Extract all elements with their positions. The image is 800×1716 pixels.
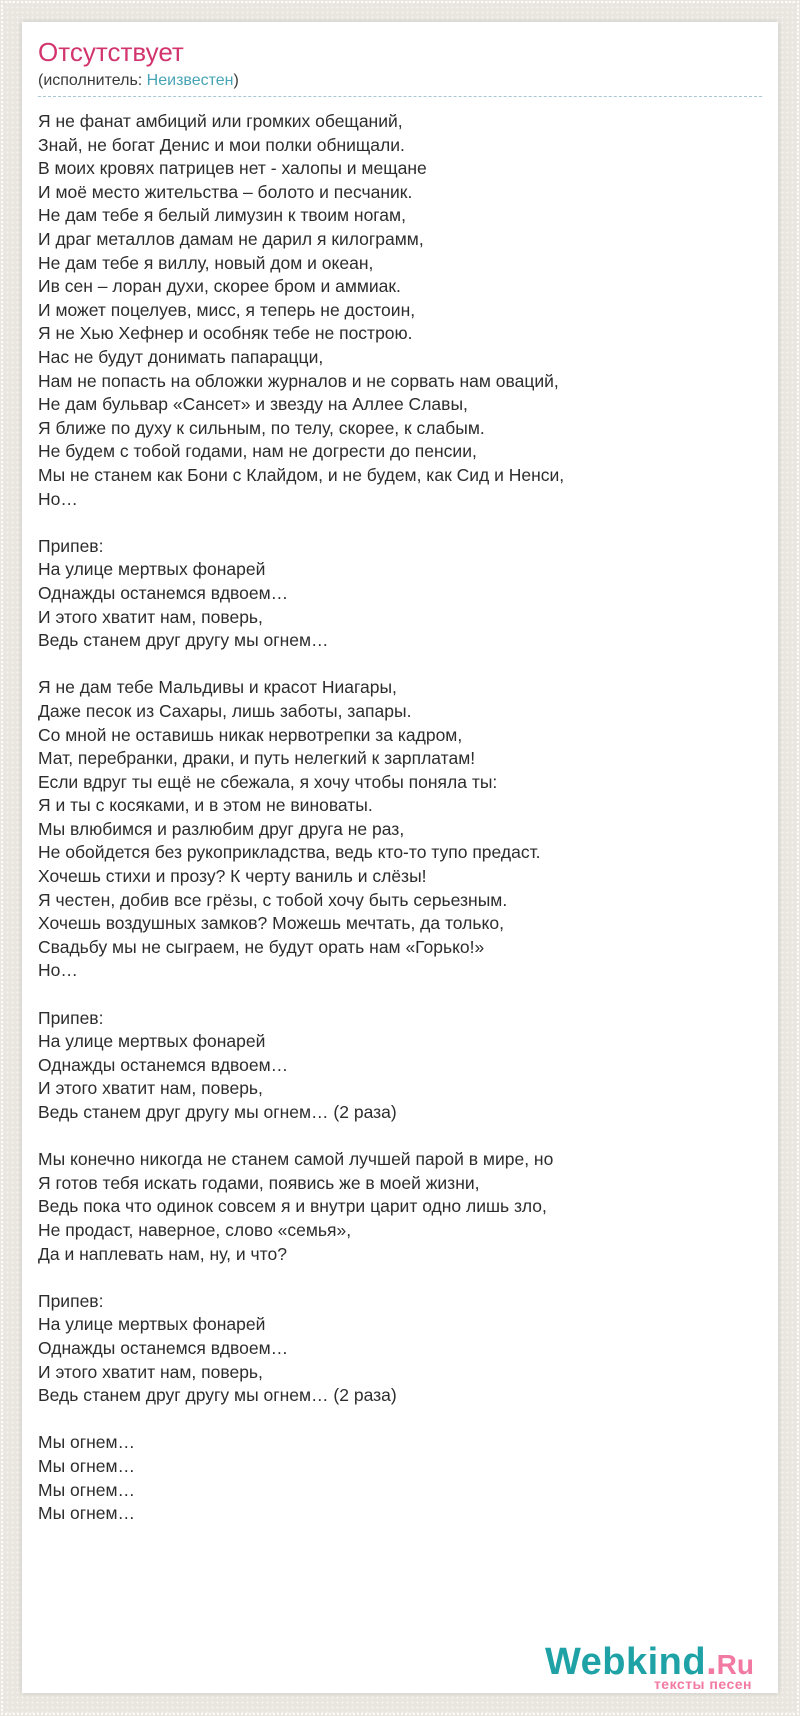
lyric-line: Однажды останемся вдвоем… <box>38 582 289 603</box>
lyric-line: Я готов тебя искать годами, появись же в моей жизни, <box>38 1172 480 1193</box>
artist-suffix: ) <box>233 71 239 89</box>
lyric-line: На улице мертвых фонарей <box>38 1031 266 1052</box>
lyric-line: Я ближе по духу к сильным, по телу, скорее, к слабым. <box>38 417 485 438</box>
logo-ru-text: Ru <box>716 1649 754 1680</box>
lyric-line: Но… <box>38 960 78 981</box>
lyric-line: Я не дам тебе Мальдивы и красот Ниагары, <box>38 677 397 698</box>
lyric-line: Мы огнем… <box>38 1432 136 1453</box>
lyric-line: И этого хватит нам, поверь, <box>38 606 263 627</box>
lyric-line: Мы конечно никогда не станем самой лучшей парой в мире, но <box>38 1149 554 1170</box>
lyrics-stanza <box>38 535 762 653</box>
artist-link[interactable]: Неизвестен <box>146 71 234 89</box>
lyric-line: Если вдруг ты ещё не сбежала, я хочу чтобы поняла ты: <box>38 771 498 792</box>
lyrics-stanza <box>38 1290 762 1408</box>
lyric-line: Хочешь воздушных замков? Можешь мечтать, да только, <box>38 913 504 934</box>
lyric-line: Не будем с тобой годами, нам не догрести до пенсии, <box>38 441 477 462</box>
lyric-line: Ведь пока что одинок совсем я и внутри царит одно лишь зло, <box>38 1196 547 1217</box>
site-logo[interactable] <box>545 1643 754 1691</box>
lyrics-stanza <box>38 1431 762 1525</box>
lyric-line: И драг металлов дамам не дарил я килограмм, <box>38 229 424 250</box>
lyric-line: Мы не станем как Бони с Клайдом, и не будем, как Сид и Ненси, <box>38 464 565 485</box>
lyric-line: Ведь станем друг другу мы огнем… <box>38 630 329 651</box>
page-title: Отсутствует <box>38 37 184 67</box>
lyric-line: Я не Хью Хефнер и особняк тебе не построю. <box>38 323 413 344</box>
lyric-line: Не дам тебе я виллу, новый дом и океан, <box>38 252 374 273</box>
lyric-line: Мат, перебранки, драки, и путь нелегкий к зарплатам! <box>38 748 476 769</box>
lyric-line: Со мной не оставишь никак нервотрепки за кадром, <box>38 724 463 745</box>
lyric-line: Я и ты с косяками, и в этом не виноваты. <box>38 795 373 816</box>
lyric-line: Мы огнем… <box>38 1455 136 1476</box>
lyric-line: Нам не попасть на обложки журналов и не сорвать нам оваций, <box>38 370 559 391</box>
lyric-line: И моё место жительства – болото и песчаник. <box>38 181 413 202</box>
lyric-line: Я честен, добив все грёзы, с тобой хочу быть серьезным. <box>38 889 508 910</box>
lyric-line: Ведь станем друг другу мы огнем… (2 раза) <box>38 1385 397 1406</box>
lyric-line: Однажды останемся вдвоем… <box>38 1337 289 1358</box>
lyric-line: Мы огнем… <box>38 1479 136 1500</box>
lyric-line: Припев: <box>38 1290 104 1311</box>
lyric-line: Мы влюбимся и разлюбим друг друга не раз, <box>38 818 405 839</box>
lyric-line: Ведь станем друг другу мы огнем… (2 раза) <box>38 1102 397 1123</box>
lyrics-stanza <box>38 676 762 983</box>
logo-tagline: тексты песен <box>653 1676 752 1692</box>
lyric-line: Однажды останемся вдвоем… <box>38 1054 289 1075</box>
lyric-line: На улице мертвых фонарей <box>38 559 266 580</box>
lyric-line: Я не фанат амбиций или громких обещаний, <box>38 111 403 132</box>
lyric-line: Даже песок из Сахары, лишь заботы, запары. <box>38 700 412 721</box>
lyric-line: На улице мертвых фонарей <box>38 1314 266 1335</box>
content-card <box>22 22 778 1693</box>
lyrics-stanza <box>38 1148 762 1266</box>
lyric-line: И может поцелуев, мисс, я теперь не достоин, <box>38 299 416 320</box>
lyrics-stanza <box>38 1007 762 1125</box>
lyric-line: Мы огнем… <box>38 1503 136 1524</box>
lyric-line: Нас не будут донимать папарацци, <box>38 347 324 368</box>
lyric-line: В моих кровях патрицев нет - халопы и мещане <box>38 158 427 179</box>
lyrics-stanza <box>38 110 762 511</box>
lyric-line: Припев: <box>38 1007 104 1028</box>
lyric-line: Ив сен – лоран духи, скорее бром и аммиак. <box>38 276 401 297</box>
logo-dot: . <box>706 1641 717 1683</box>
lyric-line: Не дам бульвар «Сансет» и звезду на Аллее Славы, <box>38 394 468 415</box>
lyric-line: Припев: <box>38 535 104 556</box>
lyric-line: Не обойдется без рукоприкладства, ведь кто-то тупо предаст. <box>38 842 541 863</box>
lyric-line: Свадьбу мы не сыграем, не будут орать нам «Горько!» <box>38 936 485 957</box>
lyric-line: И этого хватит нам, поверь, <box>38 1361 263 1382</box>
lyric-line: Хочешь стихи и прозу? К черту ваниль и слёзы! <box>38 866 427 887</box>
artist-prefix: (исполнитель: <box>38 71 147 89</box>
logo-webkind-text: Webkind <box>544 1641 707 1683</box>
artist-line <box>38 71 762 90</box>
lyrics-text <box>22 97 778 1526</box>
lyric-line: Не продаст, наверное, слово «семья», <box>38 1219 352 1240</box>
lyric-line: Знай, не богат Денис и мои полки обнищали. <box>38 134 405 155</box>
lyric-line: Но… <box>38 488 78 509</box>
lyric-line: Да и наплевать нам, ну, и что? <box>38 1243 287 1264</box>
lyric-line: И этого хватит нам, поверь, <box>38 1078 263 1099</box>
lyric-line: Не дам тебе я белый лимузин к твоим ногам, <box>38 205 406 226</box>
song-header <box>22 22 778 90</box>
